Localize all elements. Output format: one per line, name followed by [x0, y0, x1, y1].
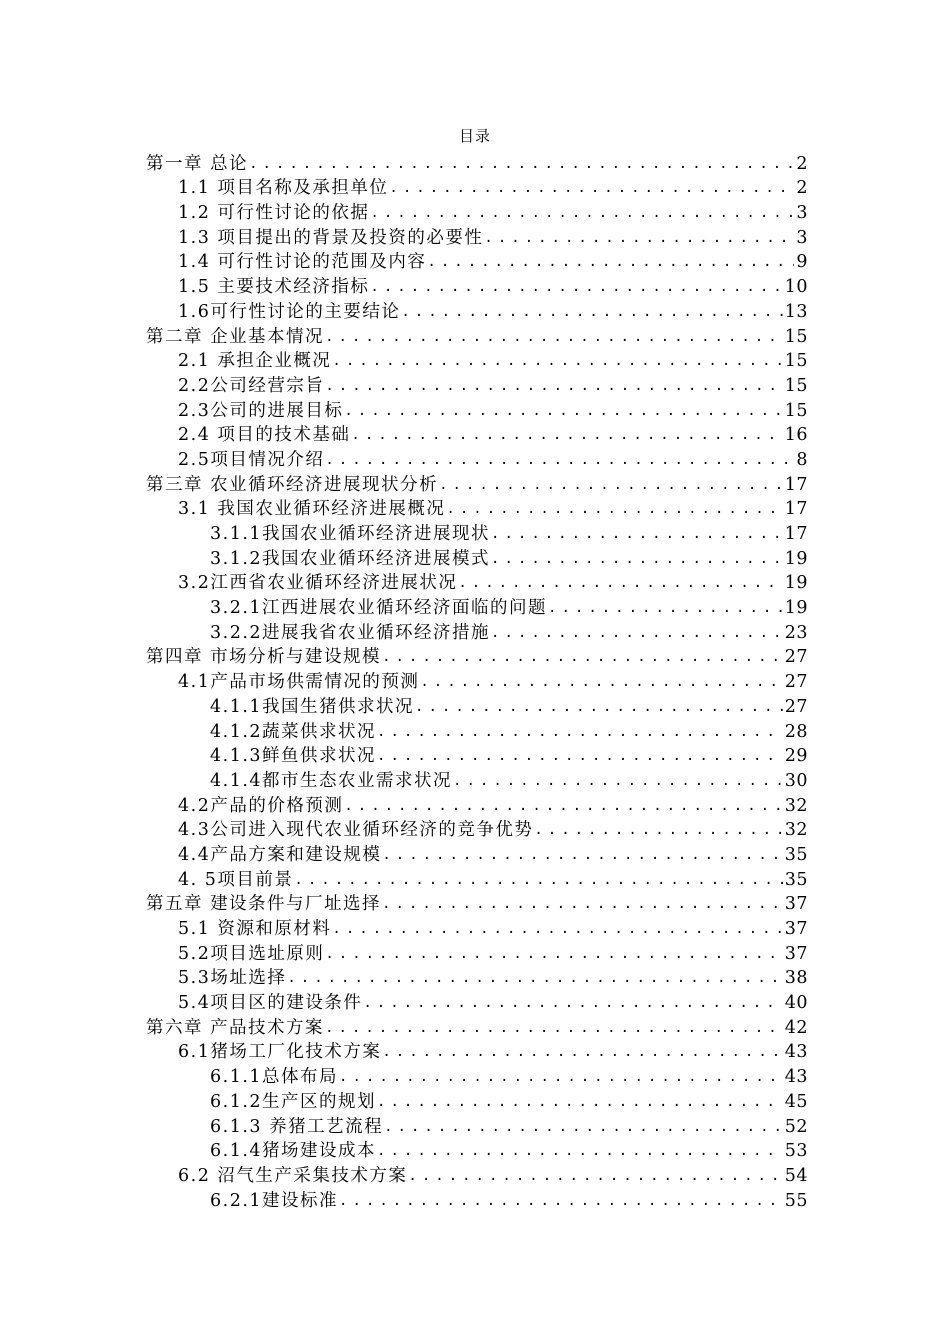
toc-entry[interactable] — [146, 1113, 808, 1138]
toc-entry-page-number: 32 — [784, 820, 808, 841]
toc-entry-page-number: 42 — [784, 1017, 808, 1038]
toc-entry-label: 5.1 资源和原材料 — [178, 919, 332, 939]
toc-entry-page-number: 9 — [796, 252, 808, 273]
toc-dot-leader — [534, 819, 782, 841]
toc-entry-label: 4.3公司进入现代农业循环经济的竞争优势 — [178, 820, 534, 841]
toc-entry-page-number: 54 — [784, 1165, 808, 1186]
toc-entry-label: 1.6可行性讨论的主要结论 — [178, 301, 401, 322]
toc-entry-label: 4.1.2蔬菜供求状况 — [210, 721, 377, 742]
toc-entry-page-number: 37 — [784, 919, 808, 939]
toc-title: 目录 — [458, 127, 491, 145]
toc-entry-page-number: 19 — [784, 573, 808, 594]
toc-dot-leader — [415, 696, 783, 718]
toc-entry-page-number: 43 — [784, 1042, 808, 1063]
toc-entry-label: 6.1.1总体布局 — [210, 1067, 339, 1088]
toc-dot-leader — [382, 1041, 782, 1063]
toc-entry[interactable] — [146, 1063, 808, 1088]
toc-entry[interactable] — [146, 989, 808, 1014]
toc-entry-label: 2.5项目情况介绍 — [178, 449, 325, 470]
toc-entry-page-number: 15 — [784, 326, 808, 347]
toc-dot-leader — [325, 943, 782, 965]
toc-entry[interactable] — [146, 1138, 808, 1163]
toc-entry[interactable] — [146, 866, 808, 891]
toc-dot-leader — [439, 474, 783, 496]
toc-entry-label: 4.1.4都市生态农业需求状况 — [210, 770, 453, 791]
toc-entry-page-number: 27 — [784, 696, 808, 717]
toc-entry-page-number: 55 — [784, 1190, 808, 1211]
toc-entry-page-number: 16 — [784, 425, 808, 446]
toc-entry-label: 6.1猪场工厂化技术方案 — [178, 1042, 382, 1063]
toc-entry-label: 3.2.2进展我省农业循环经济措施 — [210, 622, 491, 643]
toc-entry-page-number: 3 — [796, 203, 808, 224]
toc-entry[interactable] — [146, 915, 808, 940]
toc-entry-page-number: 15 — [784, 351, 808, 372]
toc-entry-label: 第三章 农业循环经济进展现状分析 — [146, 474, 439, 495]
toc-entry-page-number: 37 — [784, 943, 808, 964]
toc-dot-leader — [548, 597, 783, 619]
toc-entry-page-number: 17 — [784, 524, 808, 544]
toc-entry[interactable] — [146, 150, 808, 175]
toc-entry-page-number: 15 — [784, 400, 808, 421]
toc-entry-page-number: 19 — [784, 548, 808, 569]
toc-entry-label: 第二章 企业基本情况 — [146, 326, 325, 347]
toc-entry-page-number: 52 — [784, 1116, 808, 1137]
toc-entry-label: 2.2公司经营宗旨 — [178, 375, 325, 396]
toc-entry-label: 4.1.1我国生猪供求状况 — [210, 696, 415, 717]
toc-entry[interactable] — [146, 496, 808, 521]
toc-entry-page-number: 17 — [784, 499, 808, 520]
toc-dot-leader — [249, 153, 794, 175]
toc-entry[interactable] — [146, 471, 808, 496]
toc-entry[interactable] — [146, 175, 808, 200]
toc-entry-label: 1.1 项目名称及承担单位 — [178, 178, 389, 199]
toc-entry-page-number: 27 — [784, 672, 808, 693]
toc-entry-page-number: 53 — [784, 1141, 808, 1162]
toc-entry-page-number: 45 — [784, 1091, 808, 1112]
toc-dot-leader — [294, 869, 782, 891]
toc-dot-leader — [363, 992, 782, 1014]
toc-dot-leader — [325, 326, 783, 348]
toc-dot-leader — [377, 1140, 783, 1162]
toc-entry[interactable] — [146, 1162, 808, 1187]
table-of-contents — [146, 150, 808, 1212]
toc-dot-leader — [377, 1091, 783, 1113]
toc-dot-leader — [491, 548, 783, 570]
toc-entry-page-number: 40 — [784, 993, 808, 1014]
toc-entry-label: 第四章 市场分析与建设规模 — [146, 647, 382, 668]
toc-entry[interactable] — [146, 298, 808, 323]
toc-entry-page-number: 10 — [784, 277, 808, 298]
toc-entry-label: 4.4产品方案和建设规模 — [178, 844, 382, 865]
toc-dot-leader — [325, 449, 794, 471]
toc-dot-leader — [377, 745, 783, 767]
toc-entry[interactable] — [146, 1088, 808, 1113]
toc-entry-page-number: 35 — [784, 844, 808, 865]
toc-entry[interactable] — [146, 199, 808, 224]
toc-entry[interactable] — [146, 792, 808, 817]
toc-dot-leader — [339, 1066, 783, 1088]
toc-entry[interactable] — [146, 1187, 808, 1212]
toc-entry-page-number: 35 — [784, 869, 808, 890]
toc-entry[interactable] — [146, 446, 808, 471]
toc-entry-page-number: 38 — [784, 968, 808, 989]
toc-entry-label: 4.1产品市场供需情况的预测 — [178, 672, 420, 693]
toc-dot-leader — [491, 622, 783, 644]
toc-entry-label: 1.2 可行性讨论的依据 — [178, 203, 370, 224]
toc-dot-leader — [458, 572, 782, 594]
toc-entry-label: 6.1.2生产区的规划 — [210, 1091, 377, 1112]
toc-entry-page-number: 3 — [796, 227, 808, 248]
toc-dot-leader — [370, 202, 794, 224]
toc-entry-page-number: 27 — [784, 647, 808, 668]
toc-entry[interactable] — [146, 348, 808, 373]
toc-dot-leader — [453, 770, 783, 792]
toc-entry-label: 2.1 承担企业概况 — [178, 351, 332, 372]
toc-entry-page-number: 32 — [784, 795, 808, 816]
toc-entry-page-number: 43 — [784, 1067, 808, 1088]
toc-dot-leader — [287, 967, 782, 989]
toc-dot-leader — [384, 1116, 783, 1138]
toc-dot-leader — [344, 795, 782, 817]
toc-dot-leader — [420, 671, 782, 693]
toc-entry-label: 3.1.1我国农业循环经济进展现状 — [210, 524, 491, 544]
toc-entry[interactable] — [146, 520, 808, 545]
toc-dot-leader — [325, 375, 782, 397]
toc-dot-leader — [401, 301, 782, 323]
toc-entry-label: 5.2项目选址原则 — [178, 943, 325, 964]
toc-entry[interactable] — [146, 817, 808, 842]
toc-dot-leader — [351, 424, 782, 446]
toc-entry-label: 第六章 产品技术方案 — [146, 1017, 325, 1038]
toc-entry-label: 4.1.3鲜鱼供求状况 — [210, 746, 377, 767]
toc-entry-label: 6.1.3 养猪工艺流程 — [210, 1116, 384, 1137]
toc-entry-label: 5.4项目区的建设条件 — [178, 993, 363, 1014]
toc-entry-label: 3.1.2我国农业循环经济进展模式 — [210, 548, 491, 569]
toc-entry-page-number: 29 — [784, 746, 808, 767]
toc-dot-leader — [332, 918, 782, 940]
toc-entry-label: 4.2产品的价格预测 — [178, 795, 344, 816]
toc-entry-label: 4. 5项目前景 — [178, 869, 294, 890]
toc-entry[interactable] — [146, 249, 808, 274]
toc-dot-leader — [377, 721, 783, 743]
toc-entry-label: 2.4 项目的技术基础 — [178, 425, 351, 446]
toc-entry[interactable] — [146, 693, 808, 718]
toc-entry-label: 6.2.1建设标准 — [210, 1190, 339, 1211]
toc-entry[interactable] — [146, 619, 808, 644]
toc-dot-leader — [325, 1017, 783, 1039]
toc-entry[interactable] — [146, 273, 808, 298]
toc-entry-label: 6.1.4猪场建设成本 — [210, 1141, 377, 1162]
toc-entry-page-number: 28 — [784, 721, 808, 742]
toc-dot-leader — [382, 646, 783, 668]
toc-entry-label: 3.2江西省农业循环经济进展状况 — [178, 573, 458, 594]
toc-dot-leader — [370, 276, 782, 298]
toc-entry[interactable] — [146, 594, 808, 619]
toc-entry[interactable] — [146, 767, 808, 792]
toc-dot-leader — [446, 498, 782, 520]
toc-dot-leader — [484, 227, 794, 249]
toc-entry[interactable] — [146, 668, 808, 693]
toc-entry[interactable] — [146, 397, 808, 422]
toc-dot-leader — [344, 400, 782, 422]
toc-entry-label: 1.3 项目提出的背景及投资的必要性 — [178, 227, 484, 248]
toc-entry[interactable] — [146, 372, 808, 397]
toc-entry-page-number: 2 — [796, 153, 808, 174]
toc-dot-leader — [382, 844, 782, 866]
toc-entry-label: 1.4 可行性讨论的范围及内容 — [178, 252, 427, 273]
toc-entry-label: 3.1 我国农业循环经济进展概况 — [178, 499, 446, 520]
toc-entry-page-number: 37 — [784, 894, 808, 915]
toc-entry-label: 1.5 主要技术经济指标 — [178, 277, 370, 298]
toc-entry[interactable] — [146, 1039, 808, 1064]
toc-entry[interactable] — [146, 570, 808, 595]
toc-dot-leader — [382, 893, 783, 915]
toc-dot-leader — [339, 1190, 783, 1212]
toc-entry[interactable] — [146, 422, 808, 447]
toc-entry-label: 6.2 沼气生产采集技术方案 — [178, 1165, 408, 1186]
toc-dot-leader — [427, 251, 794, 273]
toc-entry[interactable] — [146, 224, 808, 249]
toc-entry-page-number: 8 — [796, 449, 808, 470]
toc-entry[interactable] — [146, 841, 808, 866]
toc-entry-label: 2.3公司的进展目标 — [178, 400, 344, 421]
toc-dot-leader — [332, 350, 782, 372]
toc-entry-label: 5.3场址选择 — [178, 968, 287, 989]
toc-entry[interactable] — [146, 644, 808, 669]
toc-entry[interactable] — [146, 891, 808, 916]
toc-dot-leader — [389, 177, 794, 199]
toc-entry[interactable] — [146, 545, 808, 570]
toc-dot-leader — [408, 1165, 782, 1187]
toc-dot-leader — [491, 523, 783, 545]
toc-entry-label: 第一章 总论 — [146, 153, 249, 174]
toc-entry[interactable] — [146, 743, 808, 768]
toc-entry-page-number: 13 — [784, 301, 808, 322]
toc-entry-page-number: 30 — [784, 770, 808, 791]
toc-entry-label: 第五章 建设条件与厂址选择 — [146, 894, 382, 915]
toc-entry[interactable] — [146, 718, 808, 743]
toc-entry[interactable] — [146, 940, 808, 965]
toc-entry-page-number: 15 — [784, 375, 808, 396]
toc-entry-page-number: 17 — [784, 474, 808, 495]
toc-entry-page-number: 23 — [784, 622, 808, 643]
toc-entry-page-number: 19 — [784, 598, 808, 619]
toc-entry[interactable] — [146, 1014, 808, 1039]
toc-entry-label: 3.2.1江西进展农业循环经济面临的问题 — [210, 598, 548, 619]
toc-entry[interactable] — [146, 323, 808, 348]
toc-entry-page-number: 2 — [796, 178, 808, 199]
toc-entry[interactable] — [146, 965, 808, 990]
